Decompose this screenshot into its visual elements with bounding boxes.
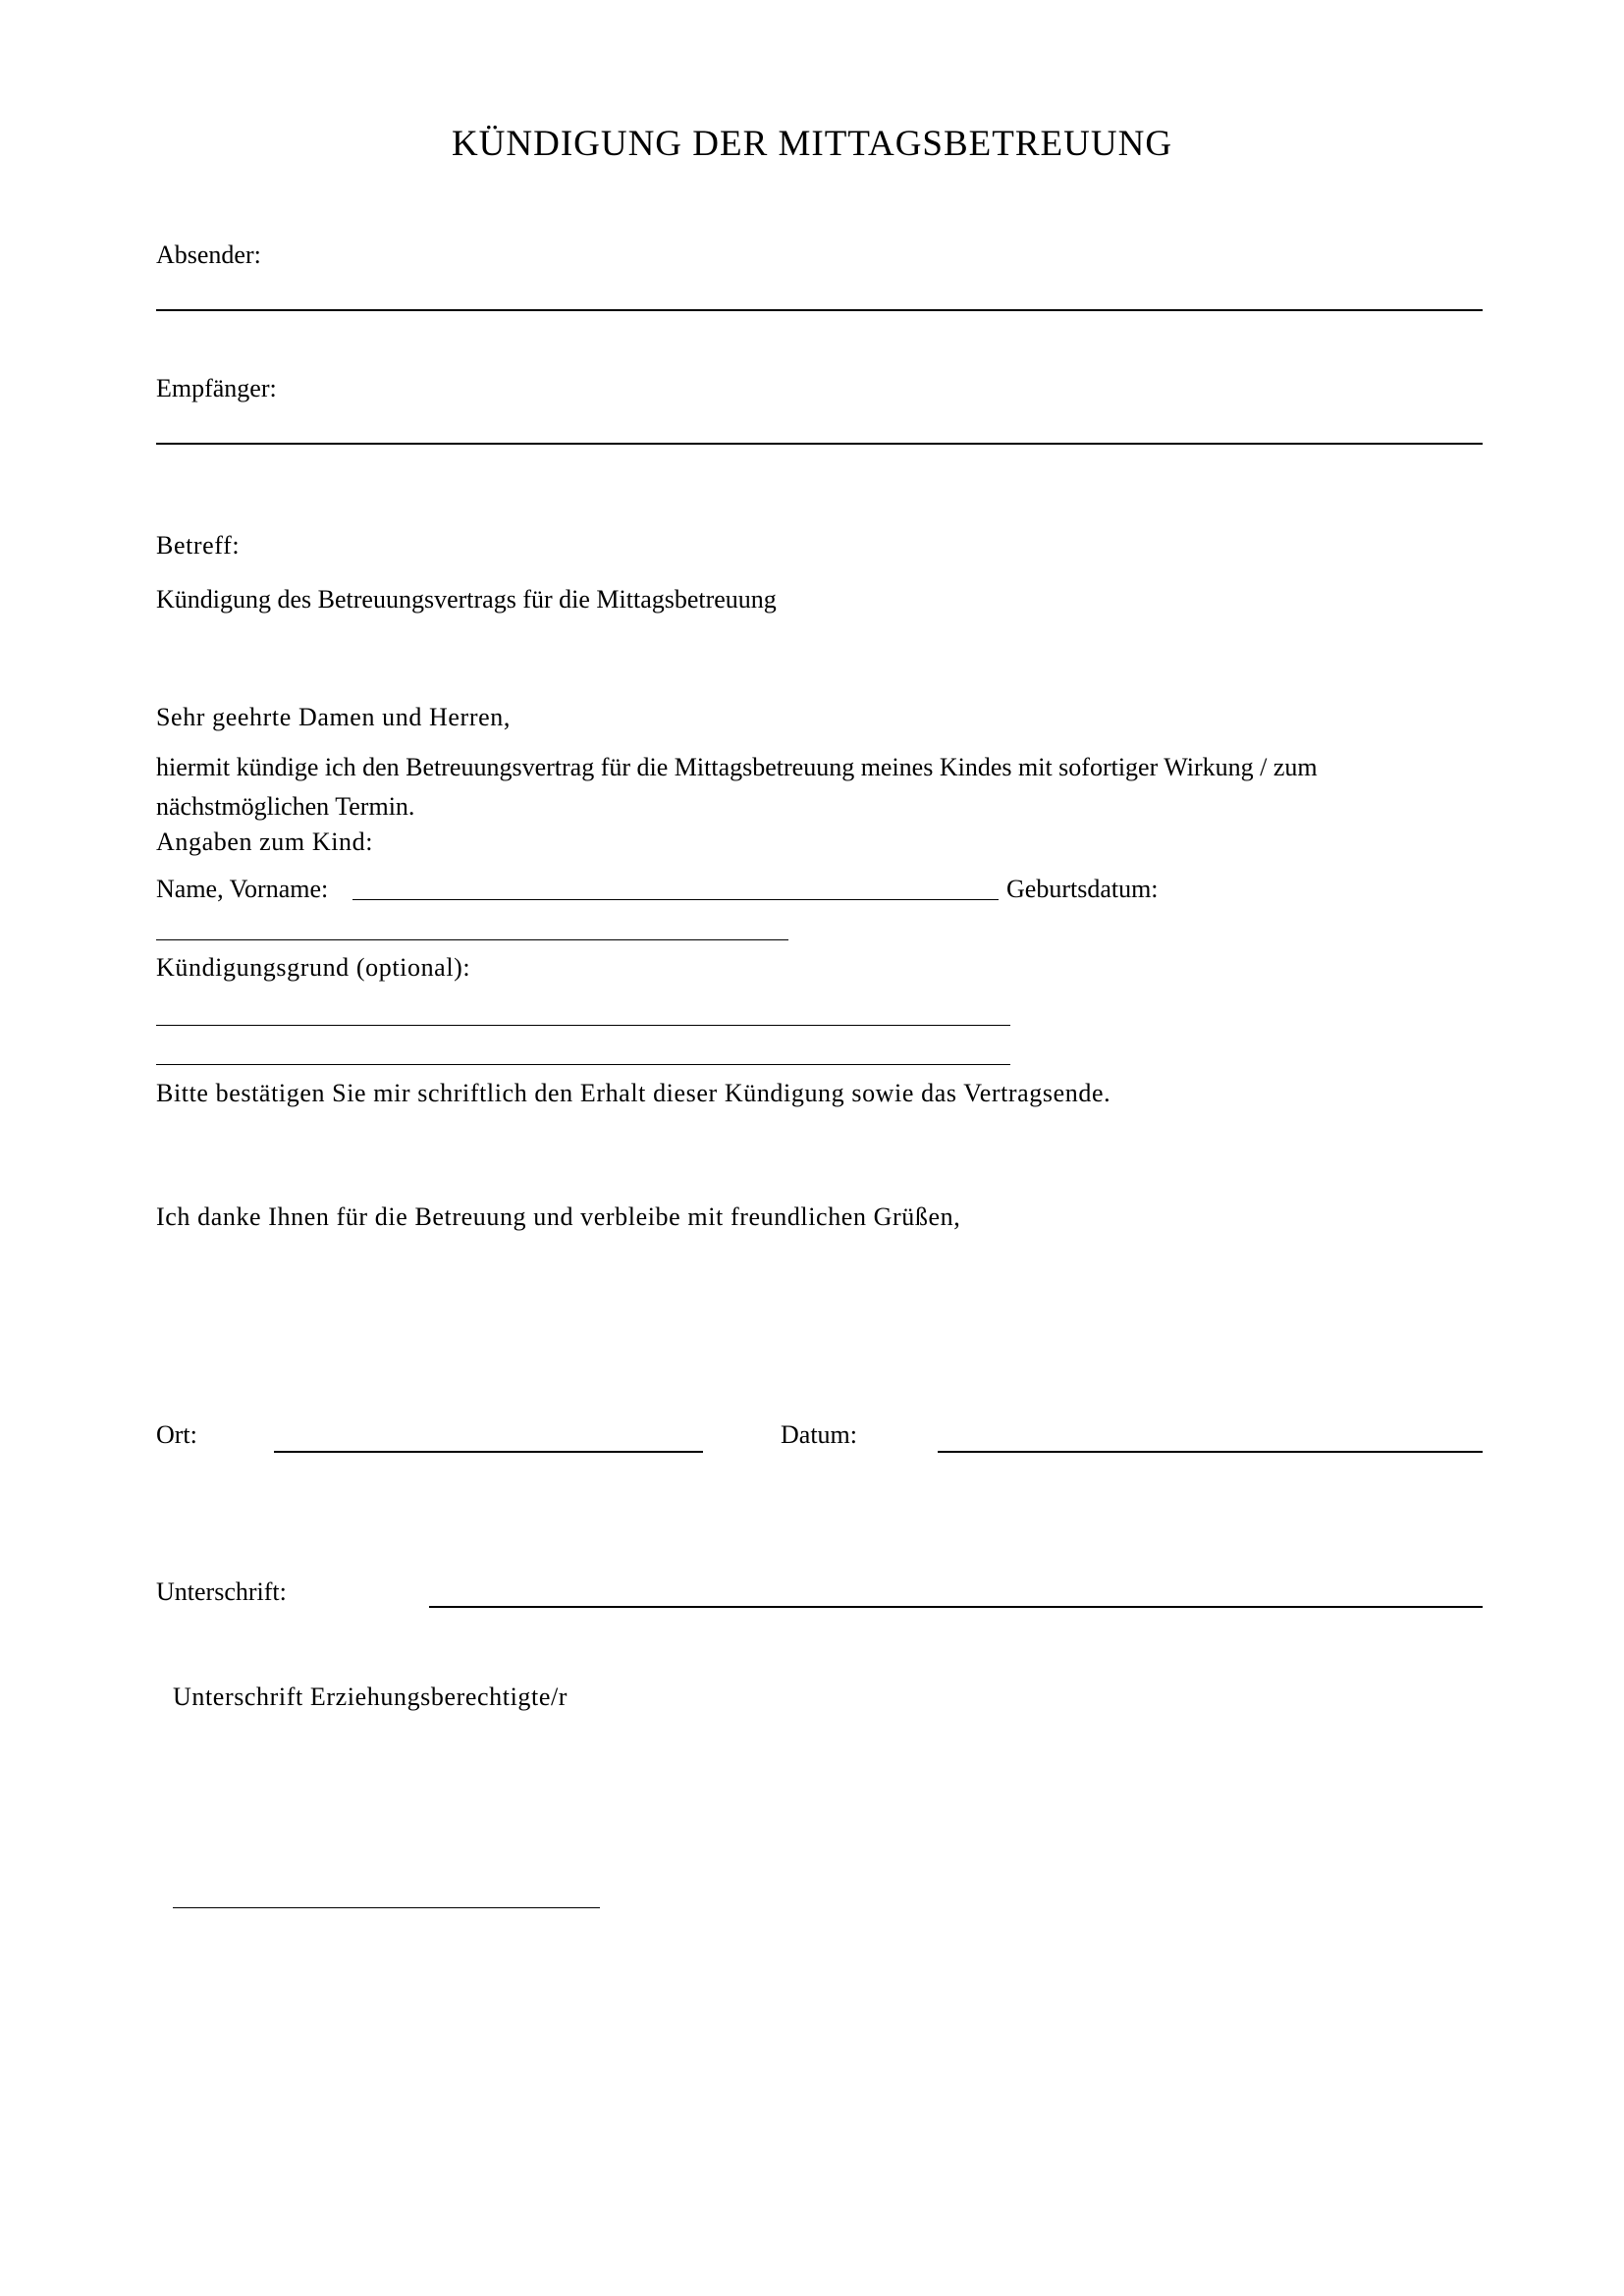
guardian-signature-label: Unterschrift Erziehungsberechtigte/r bbox=[173, 1682, 568, 1711]
subject-text: Kündigung des Betreuungsvertrags für die Mittagsbetreuung bbox=[156, 585, 777, 614]
signature-field-line[interactable] bbox=[429, 1606, 1483, 1608]
reason-field-line-2[interactable] bbox=[156, 1064, 1010, 1065]
date-label: Datum: bbox=[781, 1420, 857, 1449]
date-field-line[interactable] bbox=[938, 1451, 1483, 1453]
sender-label: Absender: bbox=[156, 240, 261, 269]
reason-label: Kündigungsgrund (optional): bbox=[156, 953, 471, 982]
birthdate-field-line[interactable] bbox=[156, 939, 788, 940]
birthdate-label: Geburtsdatum: bbox=[1006, 875, 1159, 903]
signature-label: Unterschrift: bbox=[156, 1577, 287, 1606]
salutation: Sehr geehrte Damen und Herren, bbox=[156, 703, 511, 731]
child-info-label: Angaben zum Kind: bbox=[156, 828, 374, 856]
place-field-line[interactable] bbox=[274, 1451, 703, 1453]
guardian-signature-line[interactable] bbox=[173, 1907, 600, 1908]
confirm-text: Bitte bestätigen Sie mir schriftlich den Erhalt dieser Kündigung sowie das Vertragsende. bbox=[156, 1079, 1111, 1107]
closing-text: Ich danke Ihnen für die Betreuung und verbleibe mit freundlichen Grüßen, bbox=[156, 1202, 961, 1231]
body-text: hiermit kündige ich den Betreuungsvertrag für die Mittagsbetreuung meines Kindes mit sofortiger Wirkung / zum nächstmöglichen Termin. bbox=[156, 753, 1318, 821]
name-label: Name, Vorname: bbox=[156, 875, 329, 903]
place-label: Ort: bbox=[156, 1420, 197, 1449]
recipient-field-line[interactable] bbox=[156, 443, 1483, 445]
recipient-label: Empfänger: bbox=[156, 374, 277, 402]
document-title: KÜNDIGUNG DER MITTAGSBETREUUNG bbox=[451, 124, 1173, 164]
sender-field-line[interactable] bbox=[156, 309, 1483, 311]
name-field-line[interactable] bbox=[352, 899, 999, 900]
subject-label: Betreff: bbox=[156, 531, 241, 560]
reason-field-line-1[interactable] bbox=[156, 1025, 1010, 1026]
